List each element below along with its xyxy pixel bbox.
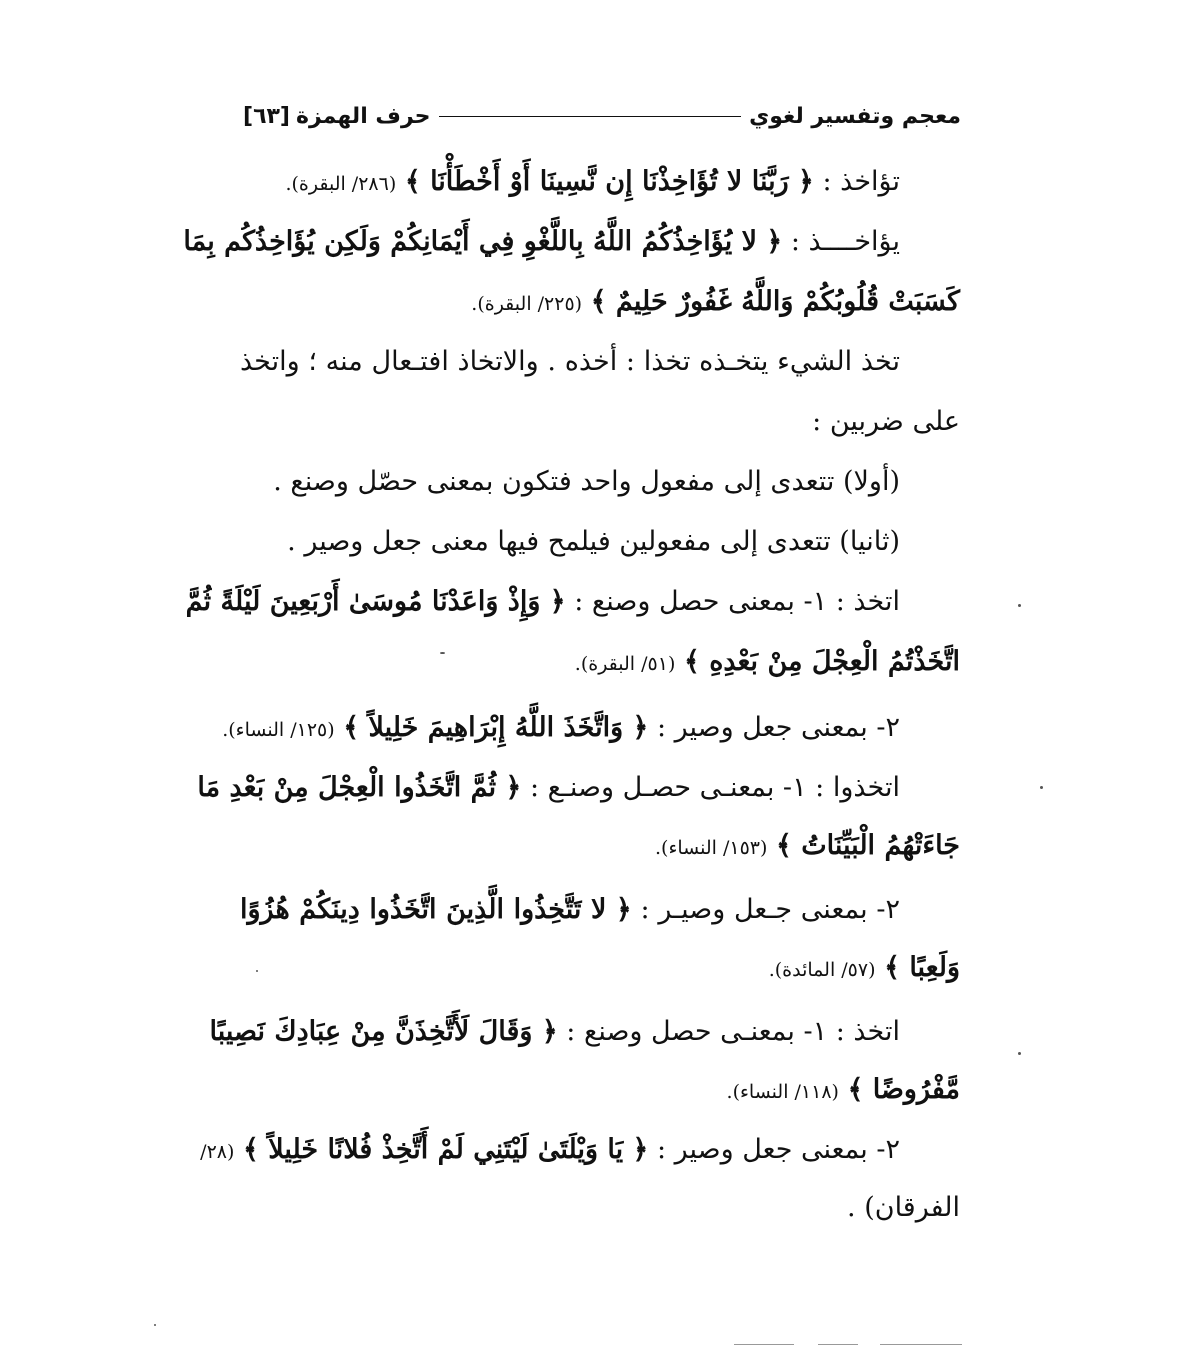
verse-reference: (٢٨٦/ البقرة). [285, 173, 397, 195]
scan-speck [154, 1324, 156, 1326]
entry-line [575, 642, 960, 682]
entry-label: ٢- بمعنى جعل وصير : [656, 712, 900, 743]
entry-label: يؤاخــــذ : [790, 226, 900, 257]
body-text-line: على ضربين : [812, 406, 960, 437]
quran-verse: اتَّخَذْتُمُ الْعِجْلَ مِنْ بَعْدِهِ ﴾ [683, 646, 960, 677]
quran-verse: ﴿ وَاتَّخَذَ اللَّهُ إِبْرَاهِيمَ خَلِيلاً ﴾ [343, 712, 649, 743]
quran-verse: ﴿ ثُمَّ اتَّخَذُوا الْعِجْلَ مِنْ بَعْدِ مَا [197, 772, 522, 803]
entry-line [209, 1012, 900, 1052]
scan-speck [440, 652, 445, 654]
body-text-line: (ثانيا) تتعدى إلى مفعولين فيلمح فيها معنى جعل وصير . [287, 526, 900, 557]
body-text-line: تخذ الشيء يتخـذه تخذا : أخذه . والاتخاذ افتـعال منه ؛ واتخذ [240, 346, 900, 377]
entry-label: ٢- بمعنى جعل وصير : [656, 1134, 900, 1165]
entry-label: اتخذوا : ١- بمعنـى حصـل وصنـع : [529, 772, 900, 803]
entry-line [222, 708, 900, 748]
entry-label: اتخذ : ١- بمعنـى حصل وصنع : [566, 1016, 900, 1047]
entry-line [200, 1130, 900, 1170]
entry-line [185, 582, 900, 622]
verse-reference: (٢٢٥/ البقرة). [471, 293, 583, 315]
verse-reference: (٢٨/ [200, 1141, 235, 1163]
verse-reference: (١١٨/ النساء). [726, 1081, 839, 1103]
scan-speck [1018, 604, 1021, 607]
entry-line [285, 162, 900, 202]
bottom-edge-mark [818, 1344, 858, 1345]
verse-reference: (٥٧/ المائدة). [768, 959, 876, 981]
running-header [243, 100, 961, 132]
quran-verse: ﴿ يَا وَيْلَتَىٰ لَيْتَنِي لَمْ أَتَّخِذْ فُلانًا خَلِيلاً ﴾ [243, 1134, 649, 1165]
book-title: معجم وتفسير لغوي [749, 103, 961, 129]
quran-verse: ﴿ لا يُؤَاخِذُكُمُ اللَّهُ بِاللَّغْوِ فِي أَيْمَانِكُمْ وَلَكِن يُؤَاخِذُكُم بِمَا [183, 226, 783, 257]
entry-label: تؤاخذ : [822, 166, 900, 197]
entry-line [197, 768, 900, 808]
quran-verse: ﴿ وَقَالَ لَأَتَّخِذَنَّ مِنْ عِبَادِكَ نَصِيبًا [209, 1016, 558, 1047]
scan-speck [1040, 786, 1043, 789]
chapter-title: حرف الهمزة [295, 103, 431, 129]
page-number: [٦٣] [243, 103, 290, 129]
quran-verse: ﴿ رَبَّنَا لا تُؤَاخِذْنَا إِن نَّسِينَا أَوْ أَخْطَأْنَا ﴾ [404, 166, 814, 197]
entry-line [471, 282, 960, 322]
verse-reference: (٥١/ البقرة). [574, 653, 676, 675]
quran-verse: وَلَعِبًا ﴾ [884, 952, 960, 983]
bottom-edge-mark [734, 1344, 794, 1345]
body-text-line: الفرقان) . [847, 1192, 960, 1223]
quran-verse: ﴿ وَإِذْ وَاعَدْنَا مُوسَىٰ أَرْبَعِينَ لَيْلَةً ثُمَّ [185, 586, 566, 617]
entry-line [655, 826, 960, 866]
body-text-line: (أولا) تتعدى إلى مفعول واحد فتكون بمعنى حصّل وصنع . [273, 466, 900, 497]
entry-line [240, 890, 900, 930]
verse-reference: (١٢٥/ النساء). [222, 719, 335, 741]
quran-verse: كَسَبَتْ قُلُوبُكُمْ وَاللَّهُ غَفُورٌ حَلِيمٌ ﴾ [590, 286, 960, 317]
entry-label: اتخذ : ١- بمعنى حصل وصنع : [574, 586, 900, 617]
quran-verse: مَّفْرُوضًا ﴾ [847, 1074, 960, 1105]
verse-reference: (١٥٣/ النساء). [655, 837, 768, 859]
entry-line [727, 1070, 960, 1110]
entry-label: ٢- بمعنى جـعل وصيـر : [640, 894, 900, 925]
header-rule [439, 116, 742, 117]
quran-verse: ﴿ لا تَتَّخِذُوا الَّذِينَ اتَّخَذُوا دِينَكُمْ هُزُوًا [240, 894, 632, 925]
entry-line [769, 948, 960, 988]
scan-speck [1018, 1052, 1021, 1055]
bottom-edge-mark [880, 1344, 962, 1345]
entry-line [183, 222, 900, 262]
scan-speck [256, 970, 258, 972]
quran-verse: جَاءَتْهُمُ الْبَيِّنَاتُ ﴾ [776, 830, 960, 861]
